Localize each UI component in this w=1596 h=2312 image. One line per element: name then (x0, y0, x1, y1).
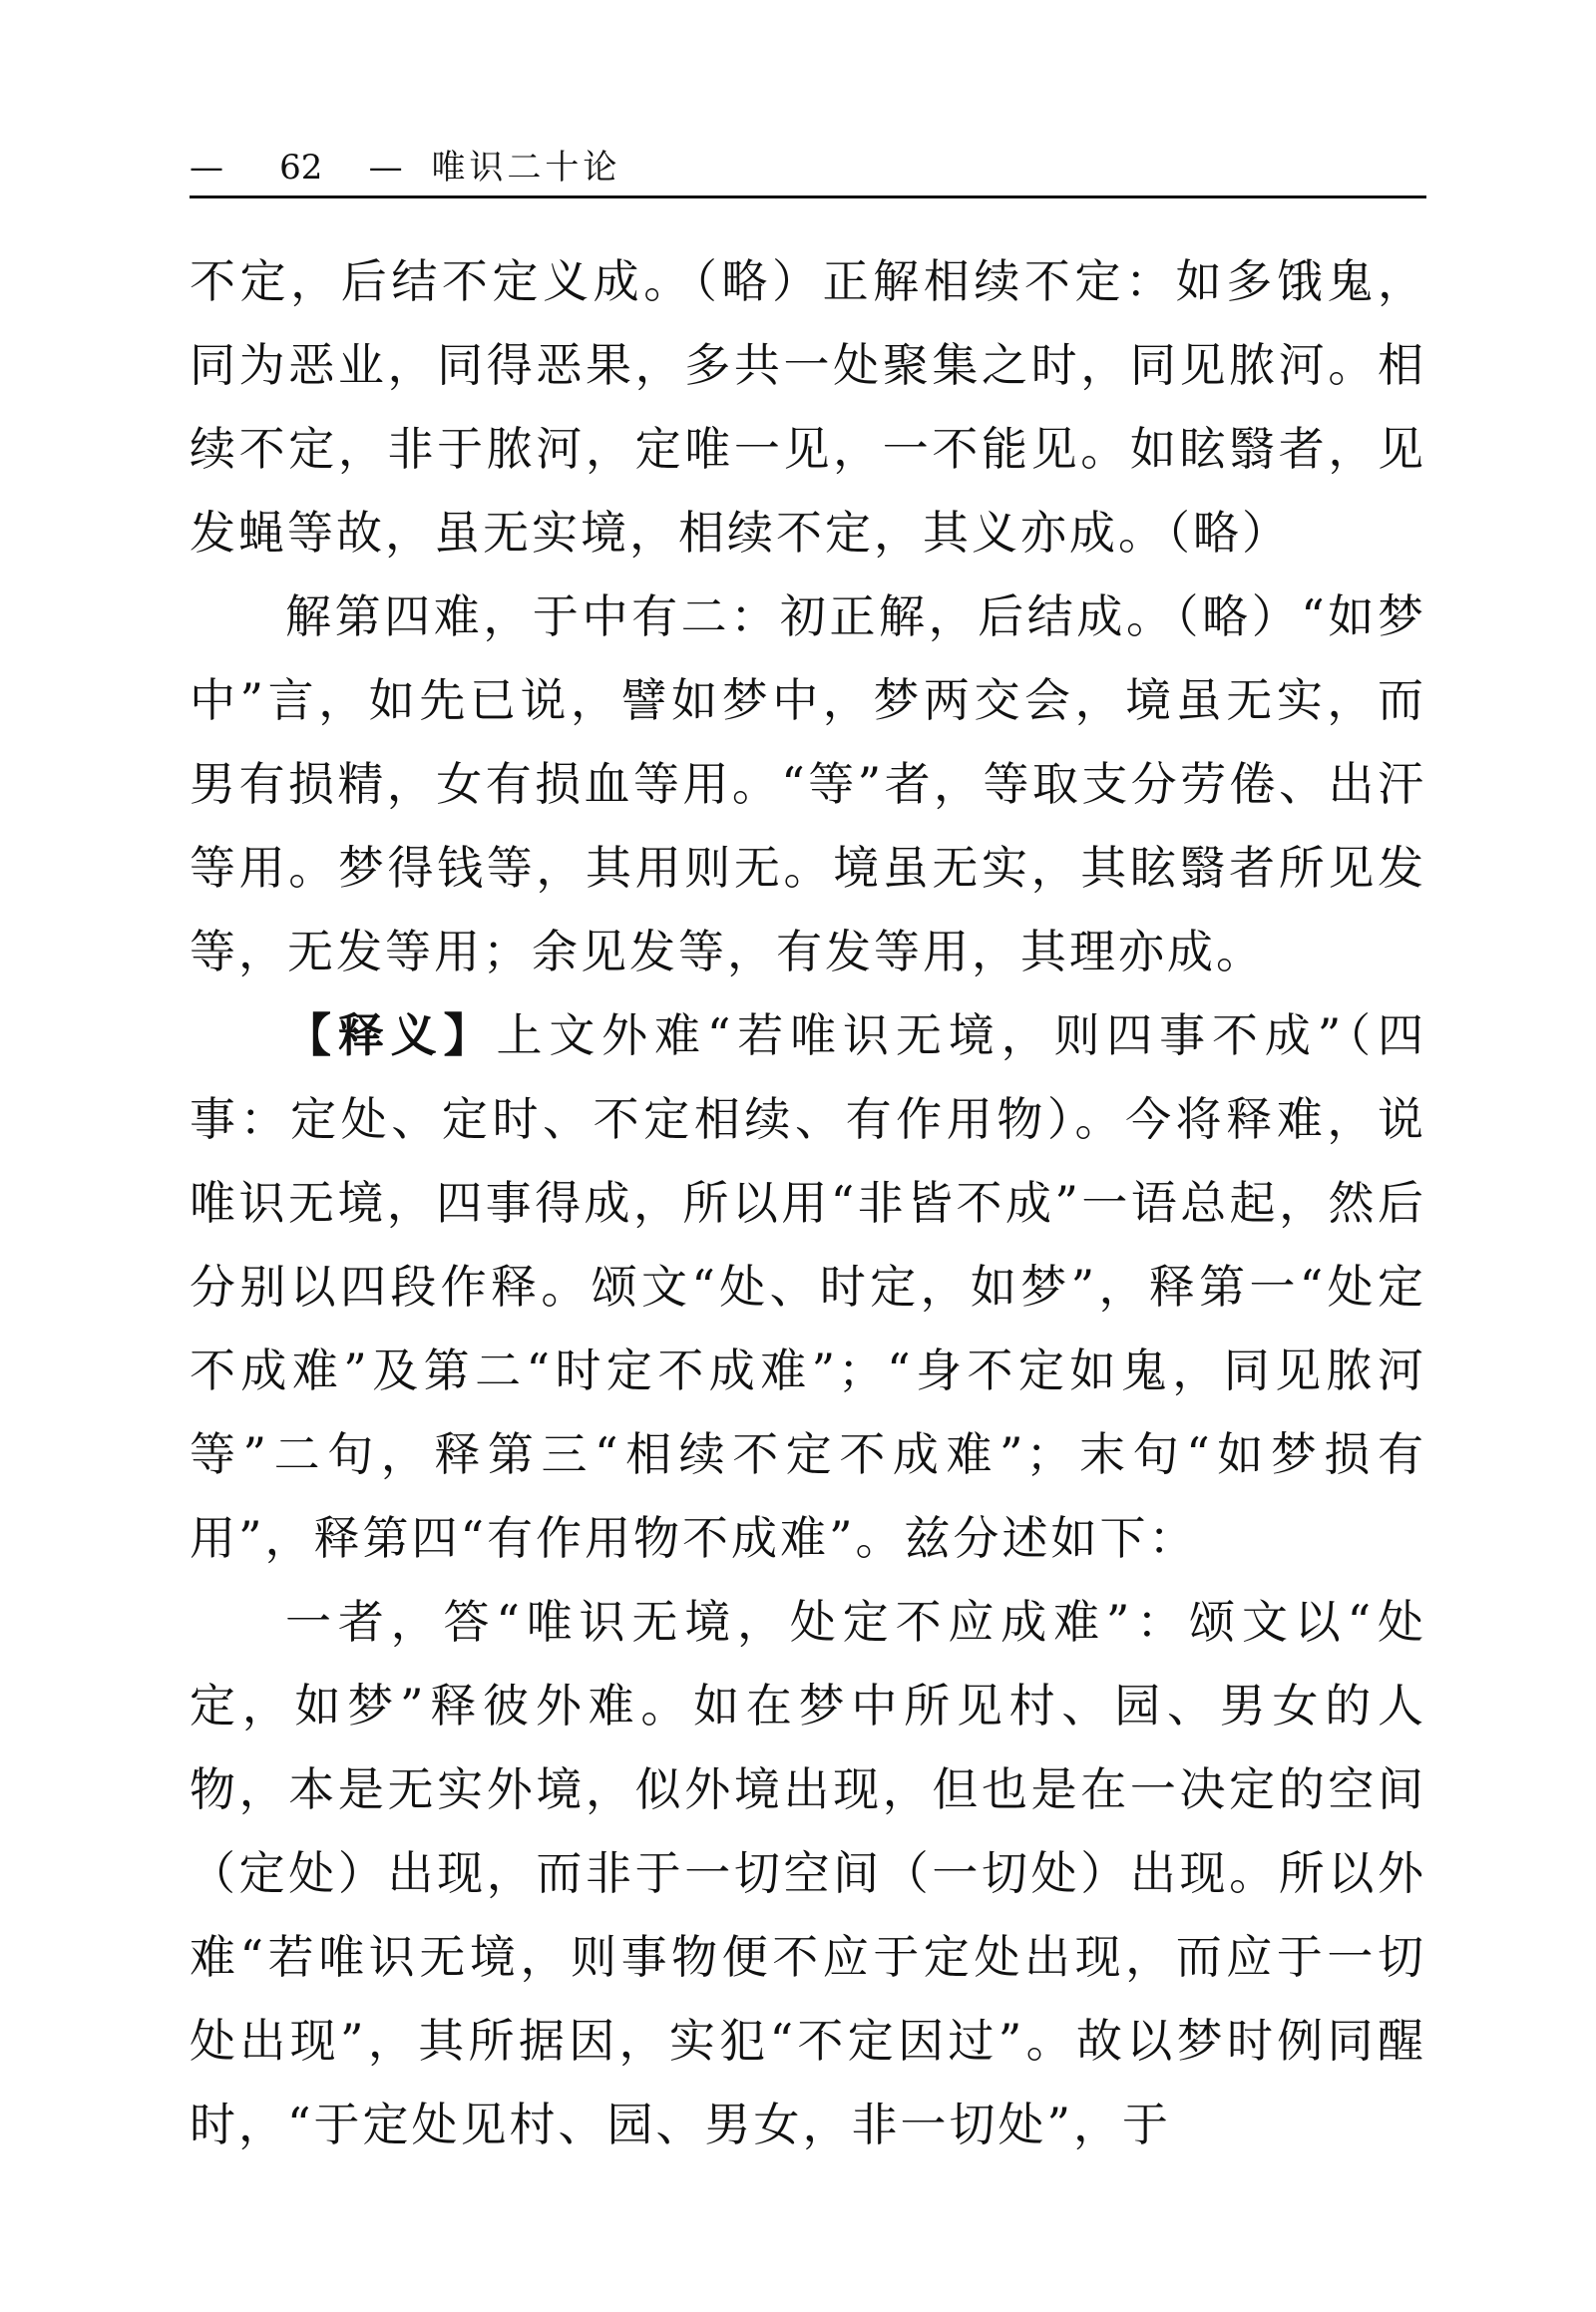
paragraph-3 (190, 993, 1426, 1580)
header-rule (190, 195, 1426, 198)
paragraph-1 (190, 239, 1426, 575)
header-dash-right: — (368, 148, 403, 188)
running-header (190, 148, 1426, 207)
header-dash-left: — (190, 148, 223, 188)
page-number: 62 (279, 148, 323, 188)
paragraph-4-text: 一者，答“唯识无境，处定不应成难”：颂文以“处定，如梦”释彼外难。如在梦中所见村、园、男女的人物，本是无实外境，似外境出现，但也是在一决定的空间（定处）出现，而非于一切空间（一切处）出现。所以外难“若唯识无境，则事物便不应于定处出现，而应于一切处出现”，其所据因，实犯“不定因过”。故以梦时例同醒时，“于定处见村、园、男女，非一切处”，于 (190, 1595, 1426, 2151)
paragraph-3-text: 上文外难“若唯识无境，则四事不成”（四事：定处、定时、不定相续、有作用物）。今将释难，说唯识无境，四事得成，所以用“非皆不成”一语总起，然后分别以四段作释。颂文“处、时定，如梦”，释第一“处定不成难”及第二“时定不成难”；“身不定如鬼，同见脓河等”二句，释第三“相续不定不成难”；末句“如梦损有用”，释第四“有作用物不成难”。兹分述如下： (190, 1008, 1426, 1565)
paragraph-2-text: 解第四难，于中有二：初正解，后结成。（略）“如梦中”言，如先已说，譬如梦中，梦两交会，境虽无实，而男有损精，女有损血等用。“等”者，等取支分劳倦、出汗等用。梦得钱等，其用则无。境虽无实，其眩翳者所见发等，无发等用；余见发等，有发等用，其理亦成。 (190, 589, 1426, 978)
paragraph-1-text: 不定，后结不定义成。（略）正解相续不定：如多饿鬼，同为恶业，同得恶果，多共一处聚集之时，同见脓河。相续不定，非于脓河，定唯一见，一不能见。如眩翳者，见发蝇等故，虽无实境，相续不定，其义亦成。（略） (190, 254, 1426, 560)
book-title: 唯识二十论 (431, 148, 621, 188)
section-label: 【释义】 (285, 1008, 497, 1062)
paragraph-2 (190, 575, 1426, 993)
paragraph-4 (190, 1580, 1426, 2166)
body-text (190, 239, 1426, 2166)
